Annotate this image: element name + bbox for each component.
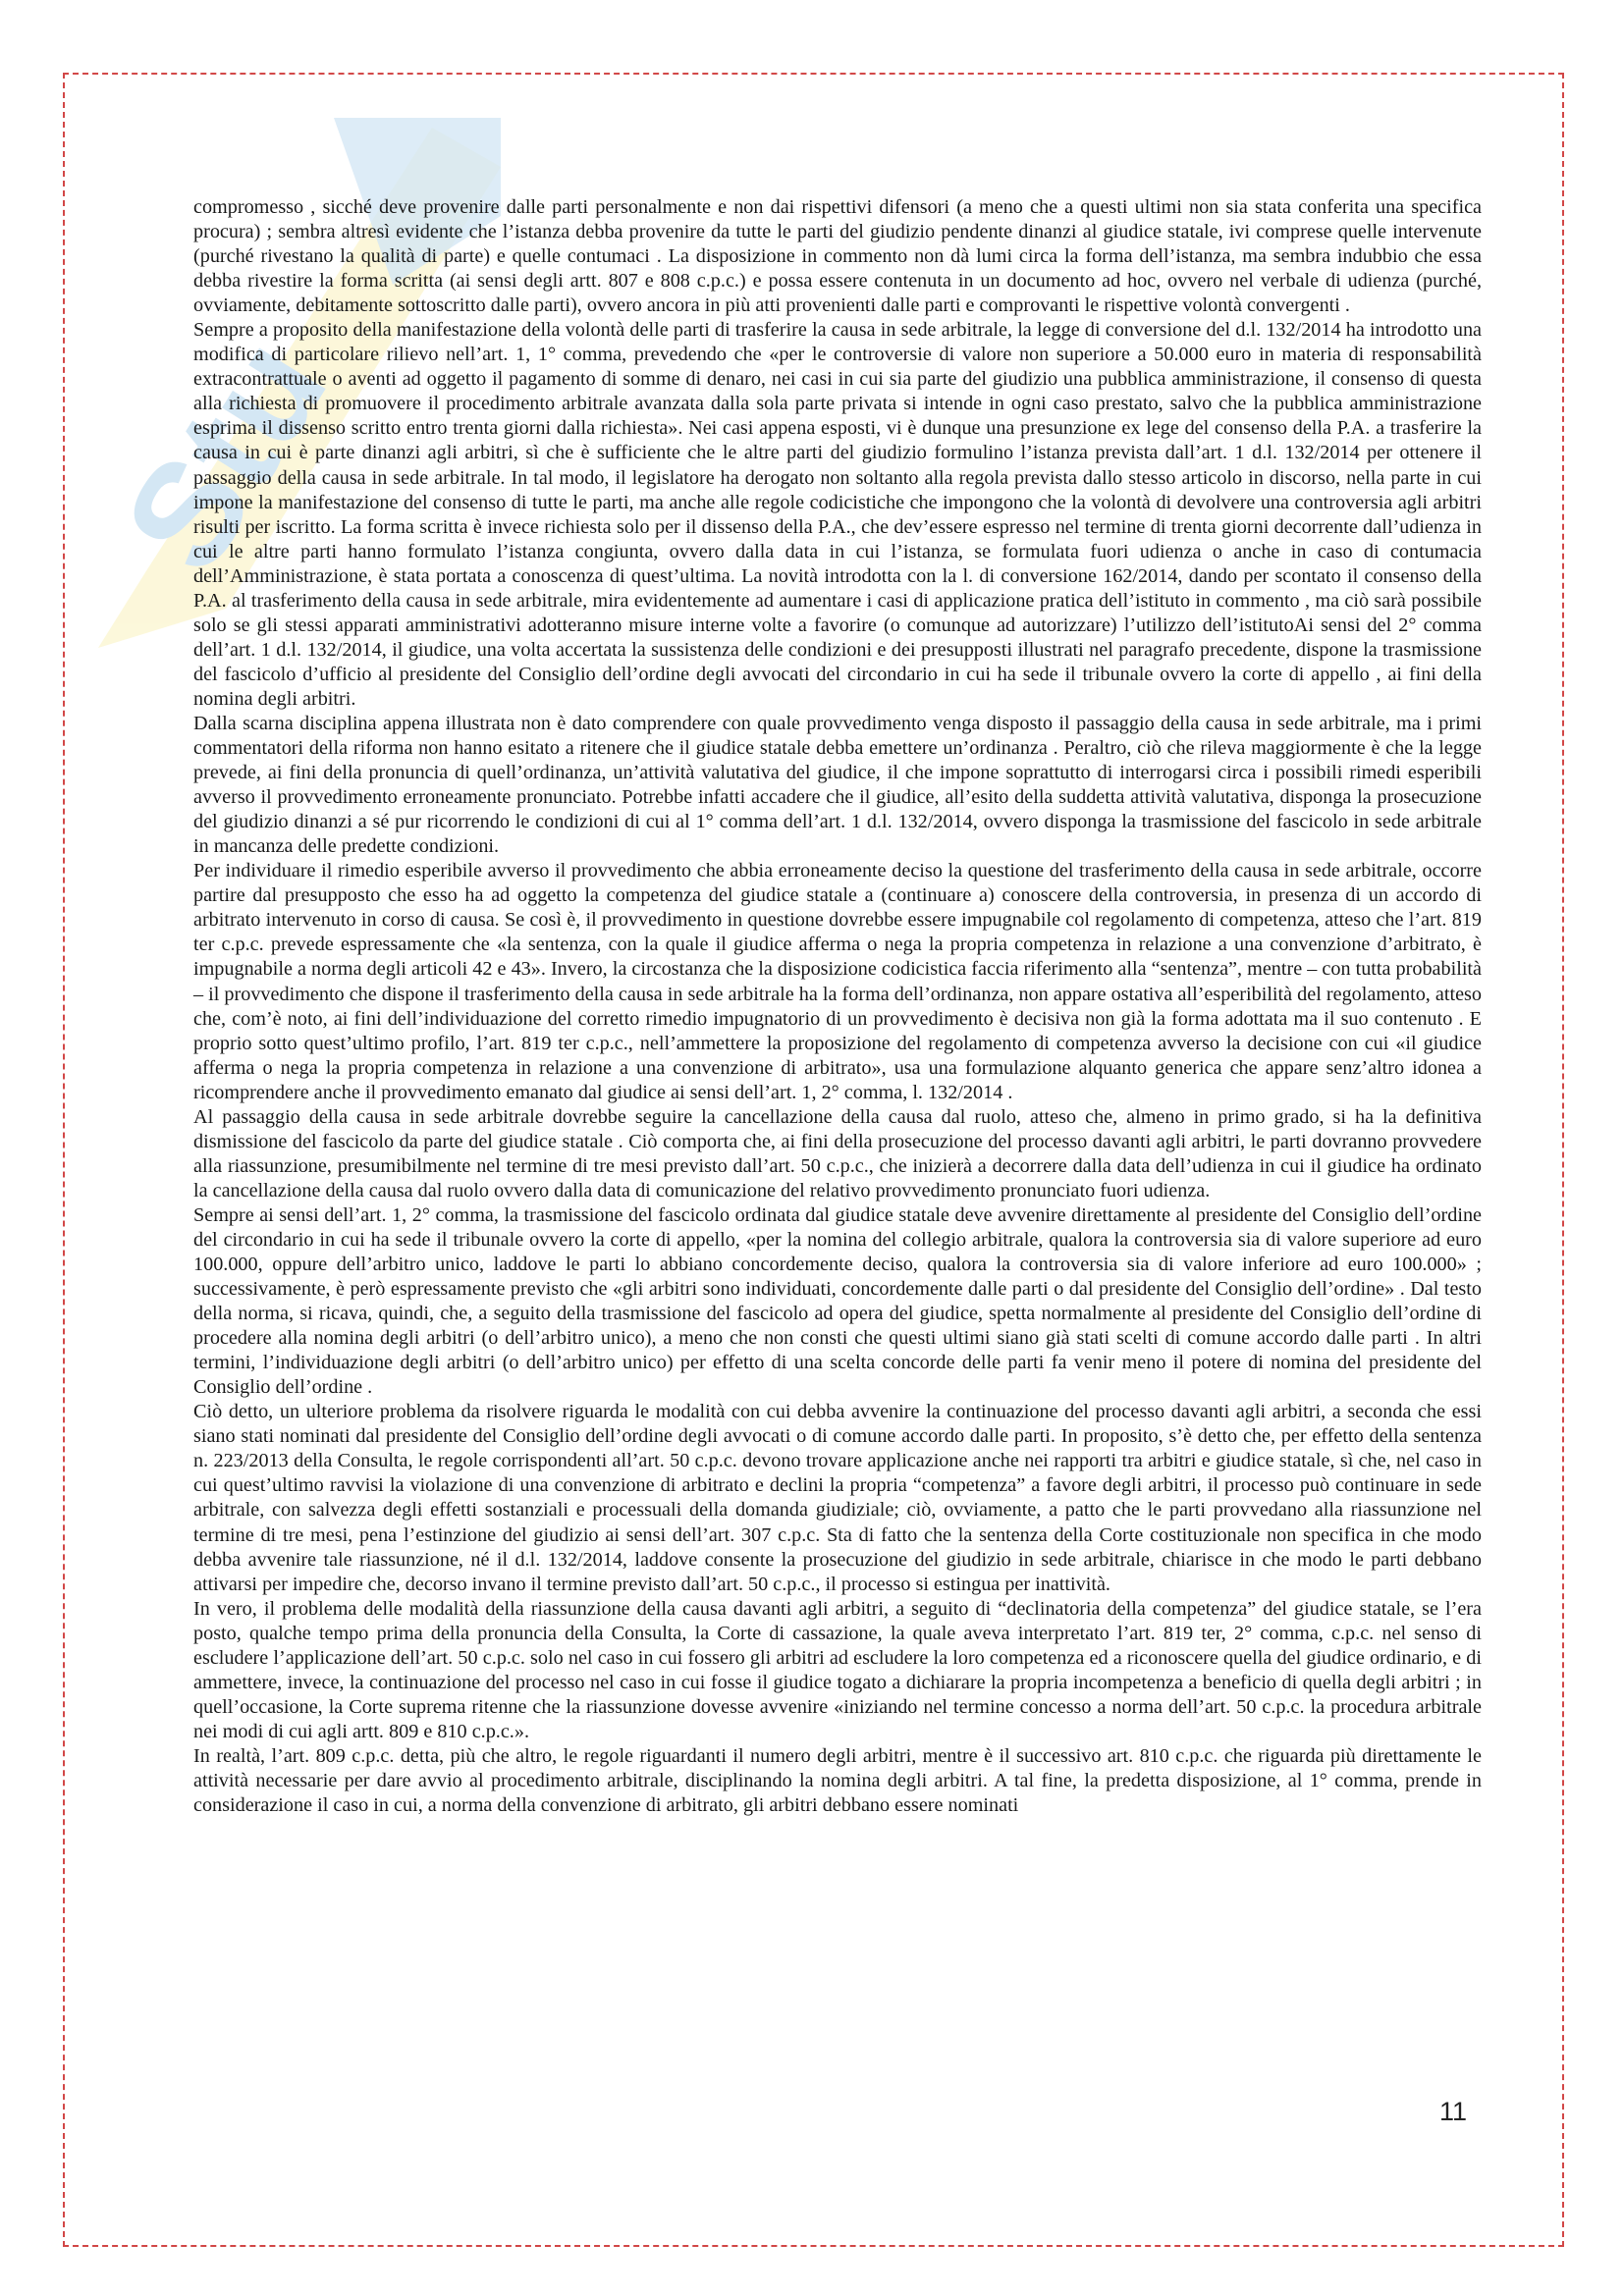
paragraph: Per individuare il rimedio esperibile avverso il provvedimento che abbia erroneamente deciso la questione del trasferimento della causa in sede arbitrale, occorre partire dal presupposto che esso ha ad oggetto la competenza del giudice statale a (continuare a) conoscere della controversia, in presenza di un accordo di arbitrato intervenuto in corso di causa. Se così è, il provvedimento in questione dovrebbe essere impugnabile col regolamento di competenza, atteso che l’art. 819 ter c.p.c. prevede espressamente che «la sentenza, con la quale il giudice afferma o nega la propria competenza in relazione a una convenzione d’arbitrato, è impugnabile a norma degli articoli 42 e 43». Invero, la circostanza che la disposizione codicistica faccia riferimento alla “sentenza”, mentre – con tutta probabilità – il provvedimento che dispone il trasferimento della causa in sede arbitrale ha la forma dell’ordinanza, non appare ostativa all’esperibilità del regolamento, atteso che, com’è noto, ai fini dell’individuazione del corretto rimedio impugnatorio di un provvedimento è decisiva non già la forma adottata ma il suo contenuto . E proprio sotto quest’ultimo profilo, l’art. 819 ter c.p.c., nell’ammettere la proposizione del regolamento di competenza avverso la decisione con cui «il giudice afferma o nega la propria competenza in relazione a una convenzione di arbitrato», usa una formulazione alquanto generica che appare senz’altro idonea a ricomprendere anche il provvedimento emanato dal giudice ai sensi dell’art. 1, 2° comma, l. 132/2014 . (193, 860, 1482, 1103)
paragraph: Ciò detto, un ulteriore problema da risolvere riguarda le modalità con cui debba avvenire la continuazione del processo davanti agli arbitri, a seconda che essi siano stati nominati dal presidente del Consiglio dell’ordine degli avvocati o di comune accordo dalle parti. In proposito, s’è detto che, per effetto della sentenza n. 223/2013 della Consulta, le regole corrispondenti all’art. 50 c.p.c. devono trovare applicazione anche nei rapporti tra arbitri e giudice statale, sì che, nel caso in cui quest’ultimo ravvisi la violazione di una convenzione di arbitrato e declini la propria “competenza” a favore degli arbitri, il processo può continuare in sede arbitrale, con salvezza degli effetti sostanziali e processuali della domanda giudiziale; ciò, ovviamente, a patto che le parti provvedano alla riassunzione nel termine di tre mesi, pena l’estinzione del giudizio ai sensi dell’art. 307 c.p.c. Sta di fatto che la sentenza della Corte costituzionale non specifica in che modo debba avvenire tale riassunzione, né il d.l. 132/2014, laddove consente la prosecuzione del giudizio in sede arbitrale, chiarisce in che modo le parti debbano attivarsi per impedire che, decorso invano il termine previsto dall’art. 50 c.p.c., il processo si estingua per inattività. (193, 1401, 1482, 1595)
paragraph: In realtà, l’art. 809 c.p.c. detta, più che altro, le regole riguardanti il numero degli arbitri, mentre è il successivo art. 810 c.p.c. che riguarda più direttamente le attività necessarie per dare avvio al procedimento arbitrale, disciplinando la nomina degli arbitri. A tal fine, la predetta disposizione, al 1° comma, prende in considerazione il caso in cui, a norma della convenzione di arbitrato, gli arbitri debbano essere nominati (193, 1744, 1482, 1817)
paragraph: In vero, il problema delle modalità della riassunzione della causa davanti agli arbitri, a seguito di “declinatoria della competenza” del giudice statale, se l’era posto, qualche tempo prima della pronuncia della Consulta, la Corte di cassazione, la quale aveva interpretato l’art. 819 ter, 2° comma, c.p.c. nel senso di escludere l’applicazione dell’art. 50 c.p.c. solo nel caso in cui fossero gli arbitri ad escludere la loro competenza ed a riconoscere quella del giudice ordinario, e di ammettere, invece, la continuazione del processo nel caso in cui fosse il giudice togato a dichiarare la propria incompetenza a beneficio di quella degli arbitri ; in quell’occasione, la Corte suprema ritenne che la riassunzione dovesse avvenire «iniziando nel termine concesso a norma dell’art. 50 c.p.c. la procedura arbitrale nei modi di cui agli artt. 809 e 810 c.p.c.». (193, 1597, 1482, 1742)
paragraph: Al passaggio della causa in sede arbitrale dovrebbe seguire la cancellazione della causa dal ruolo, atteso che, almeno in primo grado, si ha la definitiva dismissione del fascicolo da parte del giudice statale . Ciò comporta che, ai fini della prosecuzione del processo davanti agli arbitri, le parti dovranno provvedere alla riassunzione, presumibilmente nel termine di tre mesi previsto dall’art. 50 c.p.c., che inizierà a decorrere dalla data dell’udienza in cui il giudice ha ordinato la cancellazione della causa dal ruolo ovvero dalla data di comunicazione del relativo provvedimento pronunciato fuori udienza. (193, 1105, 1482, 1201)
paragraph: Dalla scarna disciplina appena illustrata non è dato comprendere con quale provvedimento venga disposto il passaggio della causa in sede arbitrale, ma i primi commentatori della riforma non hanno esitato a ritenere che il giudice statale debba emettere un’ordinanza . Peraltro, ciò che rileva maggiormente è che la legge prevede, ai fini della pronuncia di quell’ordinanza, un’attività valutativa del giudice, il che impone soprattutto di interrogarsi circa i possibili rimedi esperibili avverso il provvedimento erroneamente pronunciato. Potrebbe infatti accadere che il giudice, all’esito della suddetta attività valutativa, disponga la prosecuzione del giudizio dinanzi a sé pur ricorrendo le condizioni di cui al 1° comma dell’art. 1 d.l. 132/2014, ovvero disponga la trasmissione del fascicolo in sede arbitrale in mancanza delle predette condizioni. (193, 712, 1482, 858)
page-number: 11 (1438, 2097, 1467, 2126)
paragraph: Sempre a proposito della manifestazione della volontà delle parti di trasferire la causa in sede arbitrale, la legge di conversione del d.l. 132/2014 ha introdotto una modifica di particolare rilievo nell’art. 1, 1° comma, prevedendo che «per le controversie di valore non superiore a 50.000 euro in materia di responsabilità extracontrattuale o aventi ad oggetto il pagamento di somme di denaro, nei casi in cui sia parte del giudizio una pubblica amministrazione, il consenso di questa alla richiesta di promuovere il procedimento arbitrale avanzata dalla sola parte privata si intende in ogni caso prestato, salvo che la pubblica amministrazione esprima il dissenso scritto entro trenta giorni dalla richiesta». Nei casi appena esposti, vi è dunque una presunzione ex lege del consenso della P.A. a trasferire la causa in cui è parte dinanzi agli arbitri, sì che è sufficiente che le altre parti del giudizio formulino l’istanza prevista dall’art. 1 d.l. 132/2014 per ottenere il passaggio della causa in sede arbitrale. In tal modo, il legislatore ha derogato non soltanto alla regola prevista dallo stesso articolo in discorso, nella parte in cui impone la manifestazione del consenso di tutte le parti, ma anche alle regole codicistiche che impongono che la volontà di devolvere una controversia agli arbitri risulti per iscritto. La forma scritta è invece richiesta solo per il dissenso della P.A., che dev’essere espresso nel termine di trenta giorni decorrente dall’udienza in cui le altre parti hanno formulato l’istanza congiunta, ovvero dalla data in cui l’istanza, se formulata fuori udienza o anche in caso di contumacia dell’Amministrazione, è stata portata a conoscenza di quest’ultima. La novità introdotta con la l. di conversione 162/2014, dando per scontato il consenso della P.A. al trasferimento della causa in sede arbitrale, mira evidentemente ad aumentare i casi di applicazione pratica dell’istituto in commento , ma ciò sarà possibile solo se gli stessi apparati amministrativi adotteranno misure interne volte a favorire (o comunque ad autorizzare) l’utilizzo dell’istitutoAi sensi del 2° comma dell’art. 1 d.l. 132/2014, il giudice, una volta accertata la sussistenza delle condizioni e dei presupposti illustrati nel paragrafo precedente, dispone la trasmissione del fascicolo d’ufficio al presidente del Consiglio dell’ordine degli avvocati del circondario in cui ha sede il tribunale ovvero la corte di appello , ai fini della nomina degli arbitri. (193, 319, 1482, 710)
paragraph: Sempre ai sensi dell’art. 1, 2° comma, la trasmissione del fascicolo ordinata dal giudice statale deve avvenire direttamente al presidente del Consiglio dell’ordine del circondario in cui ha sede il tribunale ovvero la corte di appello, «per la nomina del collegio arbitrale, qualora la controversia sia di valore superiore ad euro 100.000, oppure dell’arbitro unico, laddove le parti lo abbiano concordemente deciso, qualora la controversia sia di valore inferiore ad euro 100.000» ; successivamente, è però espressamente previsto che «gli arbitri sono individuati, concordemente dalle parti o dal presidente del Consiglio dell’ordine» . Dal testo della norma, si ricava, quindi, che, a seguito della trasmissione del fascicolo ad opera del giudice, spetta normalmente al presidente del Consiglio dell’ordine di procedere alla nomina degli arbitri (o dell’arbitro unico), a meno che non consti che questi ultimi siano già stati scelti di comune accordo dalle parti . In altri termini, l’individuazione degli arbitri (o dell’arbitro unico) per effetto di una scelta concorde delle parti fa venir meno il potere di nomina del presidente del Consiglio dell’ordine . (193, 1203, 1482, 1399)
document-body (193, 195, 1482, 1818)
svg-text:Stu: Stu (91, 309, 358, 599)
paragraph: compromesso , sicché deve provenire dalle parti personalmente e non dai rispettivi difensori (a meno che a questi ultimi non sia stata conferita una specifica procura) ; sembra altresì evidente che l’istanza debba provenire da tutte le parti del giudizio pendente dinanzi al giudice statale, ivi comprese quelle intervenute (purché rivestano la qualità di parte) e quelle contumaci . La disposizione in commento non dà lumi circa la forma dell’istanza, ma sembra indubbio che essa debba rivestire la forma scritta (ai sensi degli artt. 807 e 808 c.p.c.) e possa essere contenuta in un documento ad hoc, ovvero nel verbale di udienza (purché, ovviamente, debitamente sottoscritto dalle parti), ovvero ancora in più atti provenienti dalle parti e comprovanti le rispettive volontà convergenti . (193, 196, 1482, 317)
